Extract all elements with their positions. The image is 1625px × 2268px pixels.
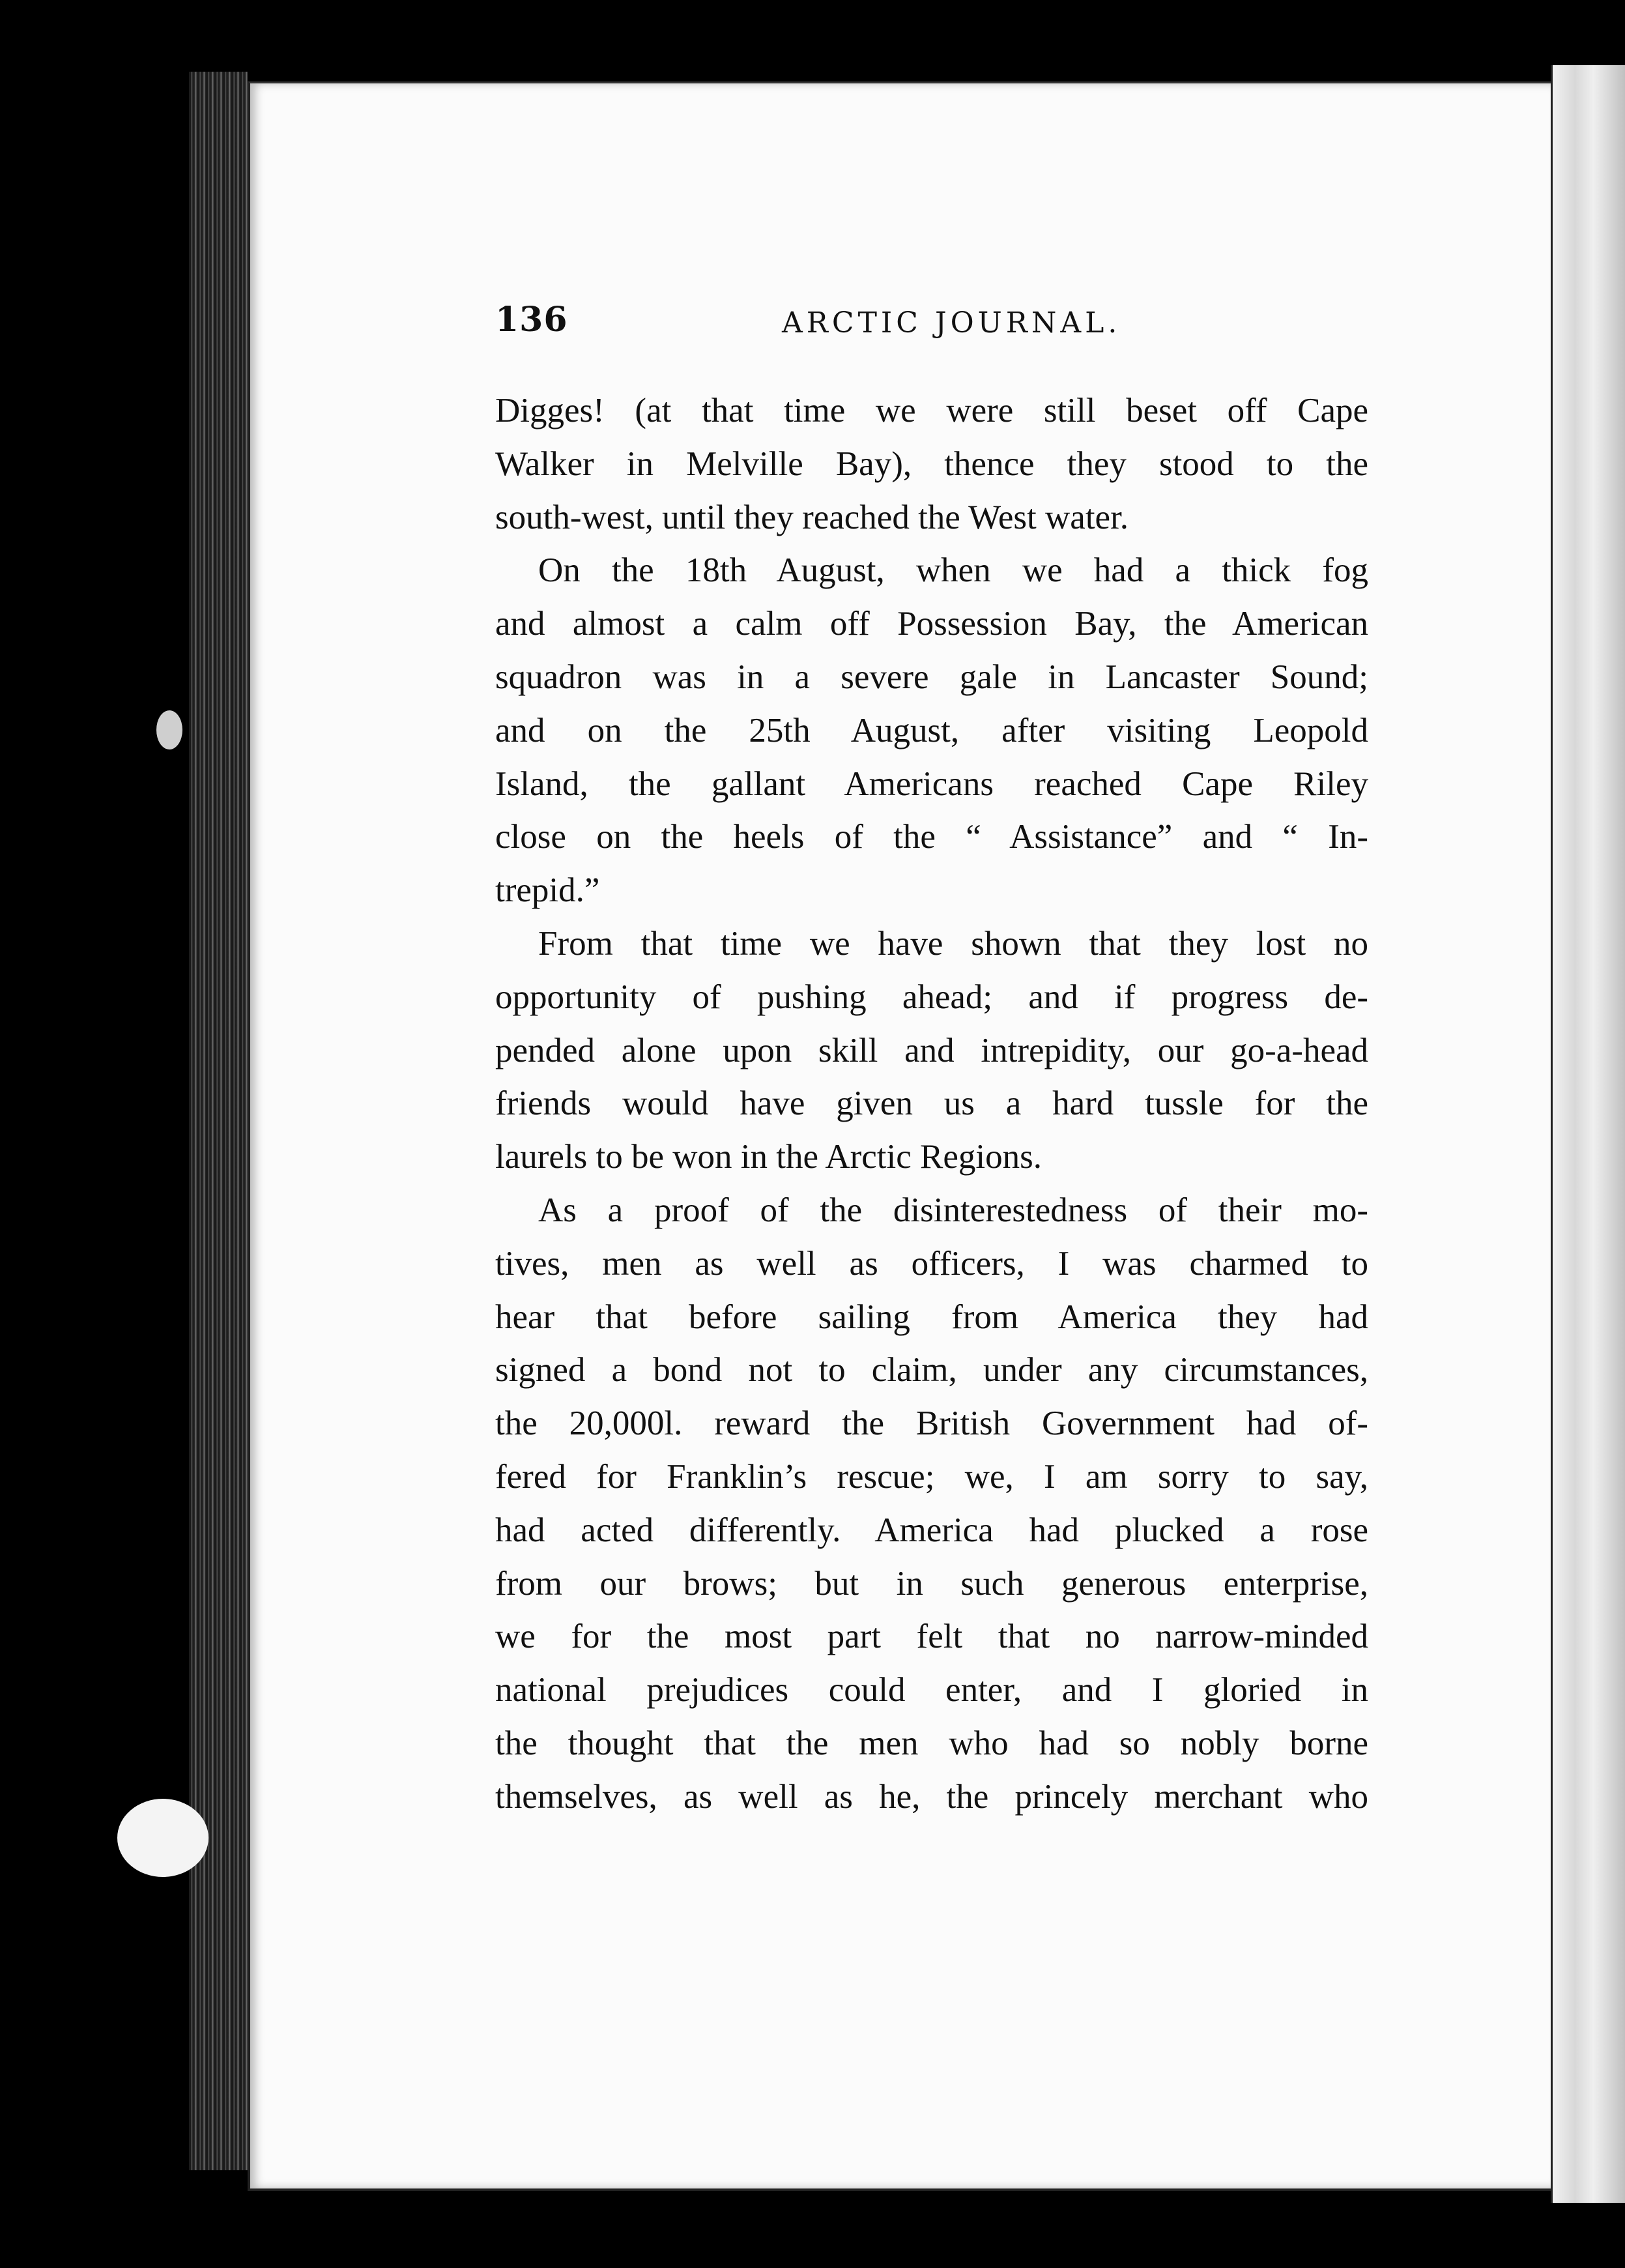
text-line: south-west, until they reached the West water. [495,498,1129,536]
paragraph [495,385,1368,544]
text-line: close on the heels of the “ Assistance” and “ In- [495,818,1368,856]
paper-damage-speck [156,710,182,749]
paragraph [495,918,1368,1184]
running-head: ARCTIC JOURNAL. [782,306,1121,340]
page-number: 136 [495,300,568,340]
text-line: laurels to be won in the Arctic Regions. [495,1138,1042,1176]
text-line: from our brows; but in such generous enterprise, [495,1564,1368,1603]
text-line: we for the most part felt that no narrow-minded [495,1618,1368,1656]
text-line: and almost a calm off Possession Bay, the American [495,605,1368,643]
text-line: themselves, as well as he, the princely merchant who [495,1777,1368,1816]
paper-damage-speck [117,1799,209,1877]
page-header [495,300,1368,352]
text-line: hear that before sailing from America they had [495,1298,1368,1336]
text-line: squadron was in a severe gale in Lancaster Sound; [495,658,1368,696]
text-line: signed a bond not to claim, under any circumstances, [495,1351,1368,1389]
text-line: On the 18th August, when we had a thick fog [538,551,1368,590]
text-line: opportunity of pushing ahead; and if progress de- [495,978,1368,1016]
body-text [495,385,1368,1824]
paragraph [495,1184,1368,1824]
text-line: the thought that the men who had so nobly borne [495,1724,1368,1762]
paragraph [495,544,1368,918]
text-line: As a proof of the disinterestedness of their mo- [538,1191,1368,1229]
page-edge-right [1551,65,1625,2203]
text-line: fered for Franklin’s rescue; we, I am sorry to say, [495,1457,1368,1496]
text-line: Walker in Melville Bay), thence they stood to the [495,444,1368,483]
text-line: From that time we have shown that they lost no [538,924,1368,963]
text-line: Island, the gallant Americans reached Cape Riley [495,764,1368,803]
text-line: friends would have given us a hard tussle for the [495,1084,1368,1123]
text-line: pended alone upon skill and intrepidity, our go-a-head [495,1031,1368,1069]
text-line: the 20,000l. reward the British Government had of- [495,1404,1368,1443]
text-line: had acted differently. America had plucked a rose [495,1511,1368,1549]
text-line: trepid.” [495,871,600,910]
text-line: Digges! (at that time we were still beset off Cape [495,392,1368,429]
text-line: national prejudices could enter, and I gloried in [495,1671,1368,1709]
text-line: tives, men as well as officers, I was charmed to [495,1244,1368,1283]
text-line: and on the 25th August, after visiting Leopold [495,711,1368,749]
